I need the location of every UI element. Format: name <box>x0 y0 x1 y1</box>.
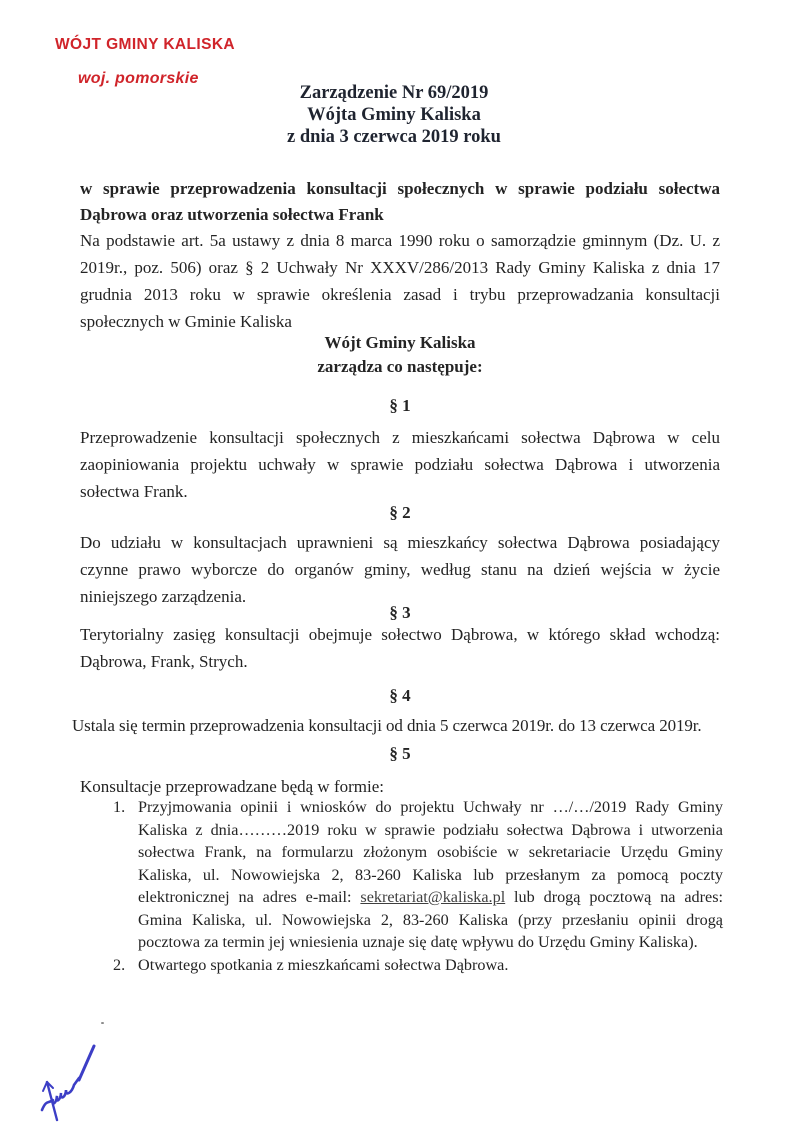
list-item-1-text-after-email: lub drogą pocztową na adres: Gmina Kaliska, ul. Nowowiejska 2, 83-260 Kaliska (przy przesłaniu opinii drogą pocztowa za termin jej wniesienia uznaje się datę wpływu do Urzędu Gminy Kaliska). <box>138 888 723 951</box>
section-1-heading: § 1 <box>389 396 411 415</box>
subject-paragraph: w sprawie przeprowadzenia konsultacji społecznych w sprawie podziału sołectwa Dąbrowa oraz utworzenia sołectwa Frank <box>80 179 720 224</box>
legal-basis-paragraph: Na podstawie art. 5a ustawy z dnia 8 marca 1990 roku o samorządzie gminnym (Dz. U. z 2019r., poz. 506) oraz § 2 Uchwały Nr XXXV/286/2013 Rady Gminy Kaliska z dnia 17 grudnia 2013 roku w sprawie określenia zasad i trybu przeprowadzania konsultacji społecznych w Gminie Kaliska <box>80 231 720 331</box>
section-5-heading: § 5 <box>389 744 411 763</box>
email-address: sekretariat@kaliska.pl <box>360 888 506 906</box>
section-3-paragraph: Terytorialny zasięg konsultacji obejmuje sołectwo Dąbrowa, w którego skład wchodzą: Dąbrowa, Frank, Strych. <box>80 625 720 671</box>
title-line-number: Zarządzenie Nr 69/2019 <box>299 83 489 103</box>
section-2-heading: § 2 <box>389 503 411 522</box>
list-item-1-text-before-email: Przyjmowania opinii i wniosków do projektu Uchwały nr …/…/2019 Rady Gminy Kaliska z dnia………2019 roku w sprawie podziału sołectwa Dąbrowa i utworzenia sołectwa Frank, na formularzu złożonym osobiście w sekretariacie Urzędu Gminy Kaliska, ul. Nowowiejska 2, 83-260 Kaliska lub przesłanym za pomocą poczty elektronicznej na adres e-mail: <box>138 798 723 906</box>
section-1-paragraph: Przeprowadzenie konsultacji społecznych z mieszkańcami sołectwa Dąbrowa w celu zaopiniowania projektu uchwały w sprawie podziału sołectwa Dąbrowa i utworzenia sołectwa Frank. <box>80 428 720 501</box>
document-title <box>80 82 708 148</box>
section-4-heading: § 4 <box>389 686 411 705</box>
preamble-issuer: Wójt Gminy Kaliska <box>324 333 476 352</box>
consultation-forms-list <box>80 796 723 976</box>
office-stamp-voivodeship: woj. pomorskie <box>78 70 199 87</box>
list-item-open-meeting: Otwartego spotkania z mieszkańcami sołectwa Dąbrowa. <box>138 955 509 974</box>
scan-speck <box>101 1022 104 1024</box>
section-2-paragraph: Do udziału w konsultacjach uprawnieni są mieszkańcy sołectwa Dąbrowa posiadający czynne prawo wyborcze do organów gminy, według stanu na dzień wejścia w życie niniejszego zarządzenia. <box>80 533 720 606</box>
title-line-date: z dnia 3 czerwca 2019 roku <box>287 127 501 147</box>
list-item-opinions-submission <box>80 796 723 954</box>
preamble <box>80 331 720 379</box>
preamble-ordains: zarządza co następuje: <box>317 357 483 376</box>
section-5-intro-paragraph: Konsultacje przeprowadzane będą w formie: <box>80 777 384 796</box>
section-3-heading: § 3 <box>389 603 411 622</box>
signature-ink-paraph <box>28 1038 114 1130</box>
section-4-paragraph: Ustala się termin przeprowadzenia konsultacji od dnia 5 czerwca 2019r. do 13 czerwca 2019r. <box>72 716 702 735</box>
office-stamp-authority: WÓJT GMINY KALISKA <box>55 36 236 53</box>
title-line-issuer: Wójta Gminy Kaliska <box>307 105 481 125</box>
